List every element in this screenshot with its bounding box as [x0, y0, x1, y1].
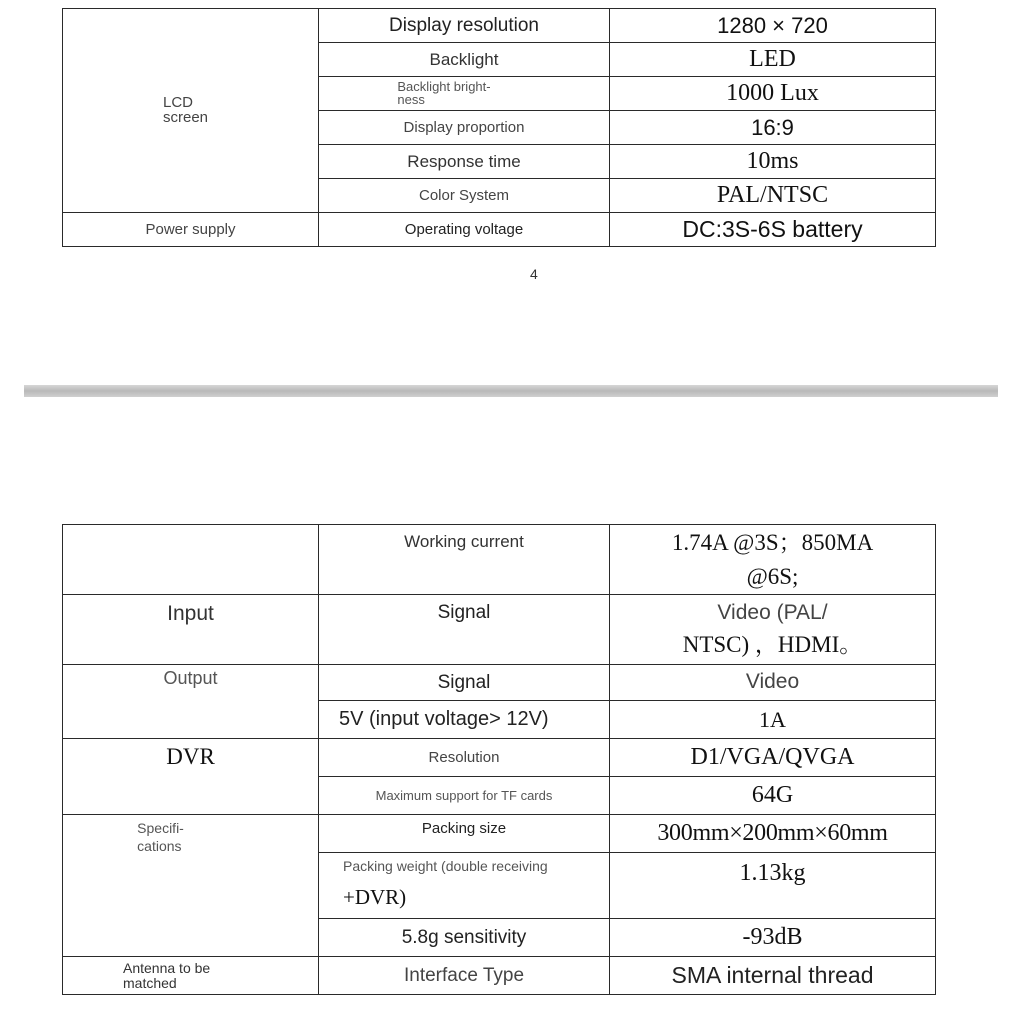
- backlight-brightness-value: 1000 Lux: [610, 77, 936, 111]
- screen-label: screen: [162, 109, 209, 127]
- packing-weight-value: 1.13kg: [610, 853, 936, 919]
- interface-type-label: Interface Type: [319, 957, 610, 995]
- color-system-value: PAL/NTSC: [610, 179, 936, 213]
- display-resolution-value: 1280 × 720: [610, 9, 936, 43]
- output-signal-label: Signal: [319, 665, 610, 701]
- lcd-spec-table: [62, 8, 936, 247]
- specifications-category: Specifi- cations: [63, 815, 319, 957]
- backlight-brightness-label: Backlight bright- ness: [319, 77, 610, 111]
- response-time-value: 10ms: [610, 145, 936, 179]
- tf-card-value: 64G: [610, 777, 936, 815]
- working-current-label: Working current: [319, 525, 610, 595]
- display-proportion-label: Display proportion: [319, 111, 610, 145]
- dvr-category: DVR: [63, 739, 319, 815]
- power-supply-category: Power supply: [63, 213, 319, 247]
- interface-type-value: SMA internal thread: [610, 957, 936, 995]
- lcd-screen-category: [63, 9, 319, 213]
- sensitivity-value: -93dB: [610, 919, 936, 957]
- response-time-label: Response time: [319, 145, 610, 179]
- page-divider: [24, 385, 998, 397]
- working-current-category: [63, 525, 319, 595]
- output-current-value: 1A: [610, 701, 936, 739]
- input-category: Input: [63, 595, 319, 665]
- display-proportion-value: 16:9: [610, 111, 936, 145]
- input-signal-value: Video (PAL/ NTSC) ，HDMI。: [610, 595, 936, 665]
- packing-weight-label: Packing weight (double receiving +DVR): [319, 853, 610, 919]
- color-system-label: Color System: [319, 179, 610, 213]
- device-spec-table: [62, 524, 936, 995]
- output-category: Output: [63, 665, 319, 739]
- dvr-resolution-label: Resolution: [319, 739, 610, 777]
- input-signal-label: Signal: [319, 595, 610, 665]
- backlight-label: Backlight: [319, 43, 610, 77]
- packing-size-label: Packing size: [319, 815, 610, 853]
- packing-size-value: 300mm×200mm×60mm: [610, 815, 936, 853]
- antenna-category: Antenna to be matched: [63, 957, 319, 995]
- output-signal-value: Video: [610, 665, 936, 701]
- page-number: 4: [530, 266, 538, 282]
- dvr-resolution-value: D1/VGA/QVGA: [610, 739, 936, 777]
- display-resolution-label: Display resolution: [319, 9, 610, 43]
- lcd-label: LCD: [162, 94, 193, 112]
- output-voltage-label: 5V (input voltage> 12V): [319, 701, 610, 739]
- operating-voltage-value: DC:3S-6S battery: [610, 213, 936, 247]
- operating-voltage-label: Operating voltage: [319, 213, 610, 247]
- sensitivity-label: 5.8g sensitivity: [319, 919, 610, 957]
- tf-card-label: Maximum support for TF cards: [319, 777, 610, 815]
- backlight-value: LED: [610, 43, 936, 77]
- working-current-value: 1.74A @3S；850MA @6S;: [610, 525, 936, 595]
